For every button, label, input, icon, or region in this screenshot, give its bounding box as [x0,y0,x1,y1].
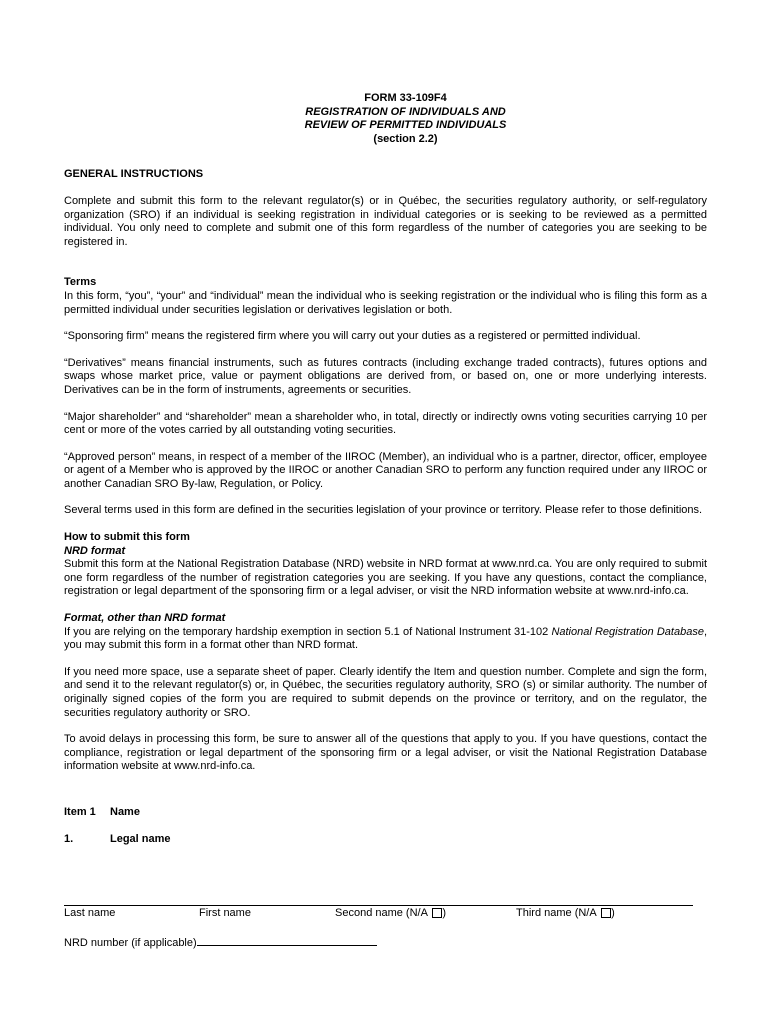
avoid-delays-text: To avoid delays in processing this form, be sure to answer all of the questions that apply to you. If you have questions, contact the compliance, registration or legal department of the sponsoring firm or a legal adviser, or visit the National Registration Database information website at www.nrd-info.ca. [64,733,707,773]
third-name-field [516,907,615,921]
other-format-text-b: , you may submit this form in a format other than NRD format. [64,625,707,652]
form-section-ref: (section 2.2) [373,132,438,145]
third-name-close-paren: ) [611,907,615,919]
question1-number: 1. [64,832,74,845]
question1-heading [64,833,707,847]
last-name-label: Last name [64,907,116,919]
terms-paragraph-approved-person: “Approved person” means, in respect of a member of the IIROC (Member), an individual who is a partner, director, officer, employee or agent of a Member who is approved by the IIROC or another Canadian SRO to perform any function required under any IIROC or another Canadian SRO By-law, Regulation, or Policy. [64,450,707,490]
item1-label: Item 1 [64,805,96,818]
legal-name-field-labels [64,907,693,923]
nrd-number-row [64,934,377,951]
terms-paragraph-several-terms: Several terms used in this form are defined in the securities legislation of your province or territory. Please refer to those definitions. [64,504,703,517]
legal-name-input-line[interactable] [64,905,693,906]
item1-heading [64,806,707,820]
general-instructions-heading: GENERAL INSTRUCTIONS [64,168,204,181]
more-space-text: If you need more space, use a separate sheet of paper. Clearly identify the Item and question number. Complete and sign the form, and send it to the relevant regulator(s) or, in Québec, the securities regulatory authority, SRO (s) or similar authority. The number of originally signed copies of the form you are required to submit depends on the province or territory, and on the regulator, the securities regulatory authority or SRO. [64,665,707,719]
terms-heading: Terms [64,276,97,289]
other-format-text [64,626,707,653]
terms-paragraph-sponsoring-firm: “Sponsoring firm” means the registered firm where you will carry out your duties as a registered or permitted individual. [64,330,641,343]
third-name-label: Third name (N/A [516,907,600,919]
other-format-heading: Format, other than NRD format [64,612,226,625]
other-format-text-italic: National Registration Database [551,625,704,638]
second-name-field [335,907,446,921]
terms-paragraph-you: In this form, “you”, “your” and “individual” mean the individual who is seeking registration or the individual who is filing this form as a permitted individual under securities legislation or derivatives legislation or both. [64,289,707,316]
nrd-format-text: Submit this form at the National Registration Database (NRD) website in NRD format at www.nrd.ca. You are only required to submit one form regardless of the number of registration categories you are seeking. If you have any questions, contact the compliance, registration or legal department of the sponsoring firm or a legal adviser, or visit the NRD information website at www.nrd-info.ca. [64,558,707,598]
general-instructions-text: Complete and submit this form to the relevant regulator(s) or in Québec, the securities regulatory authority, or self-regulatory organization (SRO) if an individual is seeking registration in individual categories or is seeking to be reviewed as a permitted individual. You only need to complete and submit one of this form regardless of the number of categories you are seeking to be registered in. [64,194,707,248]
how-to-submit-heading: How to submit this form [64,531,190,544]
second-name-na-checkbox[interactable] [432,908,442,918]
nrd-number-label: NRD number (if applicable) [64,937,197,949]
third-name-na-checkbox[interactable] [601,908,611,918]
form-title-line2: REVIEW OF PERMITTED INDIVIDUALS [304,119,507,132]
form-title-line1: REGISTRATION OF INDIVIDUALS AND [305,105,506,118]
nrd-format-heading: NRD format [64,544,126,557]
second-name-label: Second name (N/A [335,907,431,919]
nrd-number-input-line[interactable] [197,934,377,946]
form-page [64,92,707,846]
form-header [104,92,707,146]
second-name-close-paren: ) [442,907,447,919]
terms-paragraph-shareholder: “Major shareholder” and “shareholder” mean a shareholder who, in total, directly or indirectly owns voting securities carrying 10 per cent or more of the votes carried by all outstanding voting securities. [64,410,707,437]
first-name-label: First name [199,907,251,919]
other-format-text-a: If you are relying on the temporary hardship exemption in section 5.1 of National Instrument 31-102 [64,625,552,638]
question1-title: Legal name [110,832,171,845]
terms-paragraph-derivatives: “Derivatives” means financial instruments, such as futures contracts (including exchange traded contracts), futures options and swaps whose market price, value or payment obligations are derived from, or based on, one or more underlying interests. Derivatives can be in the form of instruments, agreements or securities. [64,356,707,396]
form-number: FORM 33-109F4 [364,92,447,104]
item1-title: Name [110,805,140,818]
